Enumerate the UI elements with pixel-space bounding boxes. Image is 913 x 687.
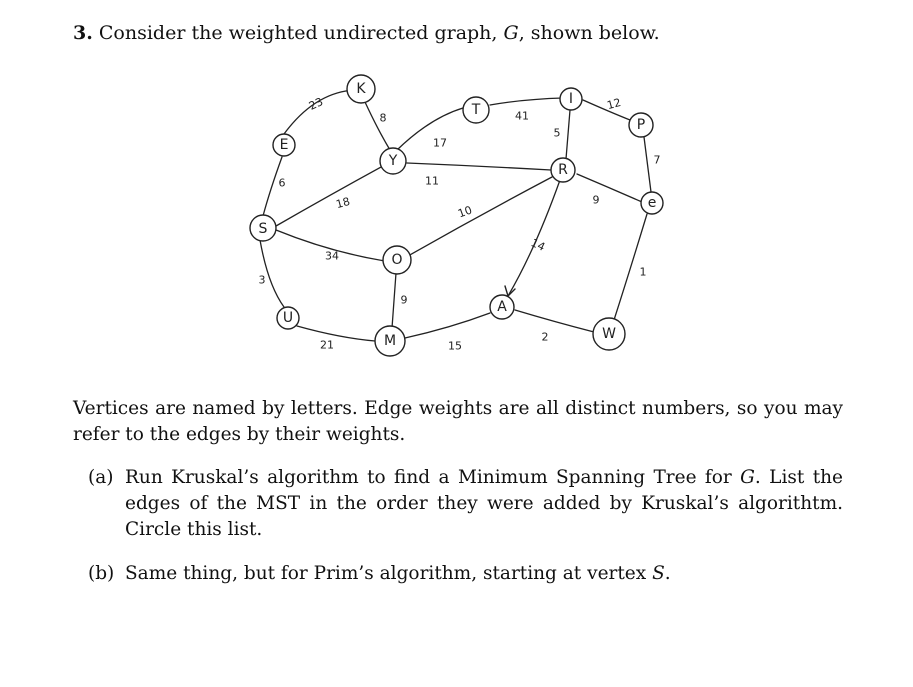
weight-y-r: 11 — [425, 174, 439, 188]
vertex-label-e: E — [279, 137, 289, 153]
weight-e-w: 1 — [639, 265, 647, 279]
question-text-before: Consider the weighted undirected graph, — [98, 22, 498, 44]
weight-u-m: 21 — [320, 338, 334, 352]
weight-r-e: 9 — [592, 193, 600, 207]
weight-r-a: 14 — [528, 236, 548, 254]
question-header — [73, 22, 660, 44]
weight-t-i: 41 — [515, 109, 529, 123]
question-number: 3. — [73, 22, 93, 44]
part-a — [88, 465, 843, 543]
weight-s-y: 18 — [334, 194, 352, 212]
edge-t-i — [490, 98, 563, 105]
edge-y-t — [397, 108, 463, 150]
part-b-symbol: S — [652, 563, 665, 584]
weight-a-w: 2 — [541, 330, 549, 344]
edge-a-w — [515, 310, 594, 332]
weight-p-e: 7 — [653, 153, 661, 167]
part-b-text-2: . — [664, 563, 671, 584]
edge-k-y — [365, 102, 390, 150]
vertex-label-s: S — [258, 221, 268, 237]
weight-e-s: 6 — [278, 176, 286, 190]
edge-m-a — [405, 313, 490, 338]
vertex-label-y: Y — [388, 153, 398, 169]
weight-k-y: 8 — [379, 111, 387, 125]
vertex-label-e2: e — [647, 195, 657, 211]
weight-s-u: 3 — [258, 273, 266, 287]
part-a-symbol: G — [740, 467, 755, 488]
part-b-text — [125, 561, 843, 587]
edge-s-y — [276, 166, 383, 226]
weight-e-k: 23 — [306, 95, 326, 113]
part-b-label: (b) — [88, 563, 115, 584]
vertex-label-r: R — [558, 162, 568, 178]
edge-u-m — [297, 326, 375, 341]
vertex-label-m: M — [383, 333, 397, 349]
graph-drawing — [240, 68, 680, 368]
part-b-text-1: Same thing, but for Prim’s algorithm, starting at vertex — [125, 563, 647, 584]
part-b — [88, 561, 843, 587]
vertex-label-t: T — [471, 102, 481, 118]
vertex-label-w: W — [602, 326, 616, 342]
weight-o-r: 10 — [456, 203, 474, 221]
part-a-text — [125, 465, 843, 543]
vertex-label-a: A — [497, 299, 507, 315]
vertex-label-k: K — [356, 81, 366, 97]
weight-m-a: 15 — [448, 339, 462, 353]
part-a-label: (a) — [88, 467, 114, 488]
weight-o-m: 9 — [400, 293, 408, 307]
vertex-label-o: O — [391, 252, 403, 268]
vertex-label-u: U — [282, 310, 294, 326]
intro-paragraph: Vertices are named by letters. Edge weights are all distinct numbers, so you may refer to the edges by their weights. — [73, 398, 843, 445]
vertex-label-i: I — [568, 91, 574, 107]
weight-y-t: 17 — [433, 136, 447, 150]
edge-r-e — [577, 174, 642, 202]
vertex-label-p: P — [636, 117, 646, 133]
edge-i-r — [566, 110, 570, 159]
edge-p-e — [644, 137, 651, 192]
edge-y-r — [407, 163, 551, 170]
part-a-text-2: . List the edges of the MST in the order they were added by Kruskal’s algorithtm. Circle this list. — [125, 467, 843, 540]
part-a-text-1: Run Kruskal’s algorithm to find a Minimum Spanning Tree for — [125, 467, 732, 488]
weight-i-r: 5 — [553, 126, 561, 140]
question-text-after: , shown below. — [518, 22, 660, 44]
edge-o-m — [392, 273, 396, 328]
graph-symbol: G — [503, 22, 519, 44]
weight-i-p: 12 — [605, 95, 623, 113]
weight-s-o: 34 — [325, 249, 339, 263]
